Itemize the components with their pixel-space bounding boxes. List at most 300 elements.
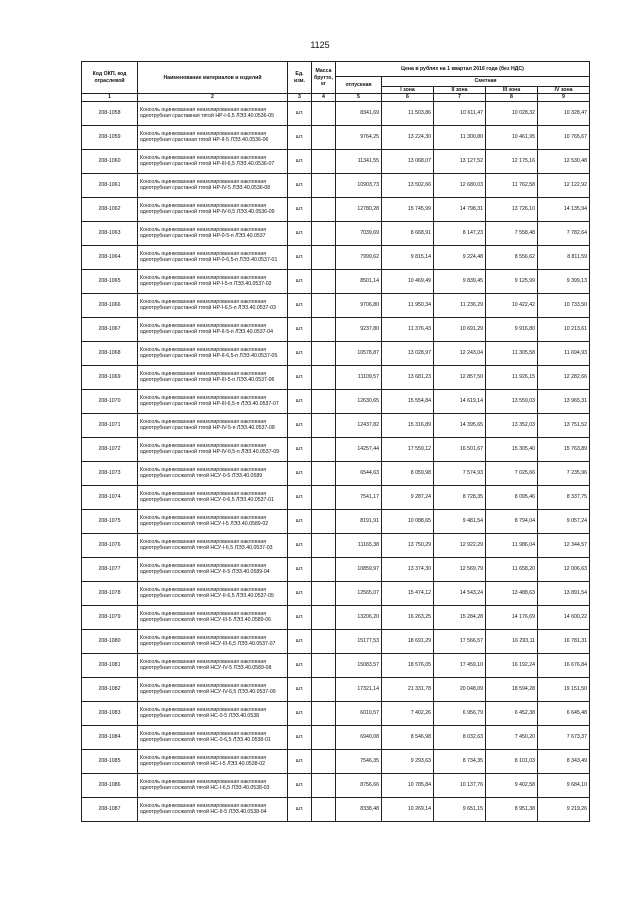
table-row (82, 221, 590, 245)
cell-mass (312, 629, 336, 653)
cell-unit: шт. (288, 293, 312, 317)
cell-name: Консоль оцинкованная неизолированная наклонная однотрубная срастаной тягой НР-III-5-п ЛЭЗ.40.0537-06 (138, 365, 288, 389)
cell-zone-4-price: 13 965,31 (538, 389, 590, 413)
cell-release-price: 10903,73 (336, 173, 382, 197)
table-row (82, 317, 590, 341)
cell-zone-3-price: 11 926,15 (486, 365, 538, 389)
cell-name: Консоль оцинкованная неизолированная наклонная однотрубная сосжатой тягой НСУ-III-5 ЛЭЗ.40.0589-06 (138, 605, 288, 629)
cell-mass (312, 485, 336, 509)
cell-code: 208-1078 (82, 581, 138, 605)
cell-name: Консоль оцинкованная неизолированная наклонная однотрубная срастаная тягой НР-II-5 ЛЭЗ.40.0536-06 (138, 125, 288, 149)
cell-zone-1-price: 15 745,99 (382, 197, 434, 221)
cell-zone-4-price: 8 811,59 (538, 245, 590, 269)
cell-zone-3-price: 7 558,48 (486, 221, 538, 245)
cell-zone-2-price: 10 611,47 (434, 101, 486, 125)
cell-release-price: 6940,08 (336, 725, 382, 749)
cell-zone-4-price: 8 337,75 (538, 485, 590, 509)
header-mass: Масса брутто, кг (312, 62, 336, 94)
cell-unit: шт. (288, 557, 312, 581)
cell-code: 208-1064 (82, 245, 138, 269)
cell-mass (312, 581, 336, 605)
table-row (82, 173, 590, 197)
cell-code: 208-1070 (82, 389, 138, 413)
cell-zone-4-price: 12 344,57 (538, 533, 590, 557)
cell-code: 208-1074 (82, 485, 138, 509)
cell-zone-2-price: 11 236,29 (434, 293, 486, 317)
cell-mass (312, 125, 336, 149)
cell-mass (312, 389, 336, 413)
cell-zone-4-price: 14 600,22 (538, 605, 590, 629)
table-row (82, 797, 590, 821)
cell-unit: шт. (288, 749, 312, 773)
cell-code: 208-1072 (82, 437, 138, 461)
cell-mass (312, 197, 336, 221)
cell-mass (312, 437, 336, 461)
cell-zone-1-price: 15 554,84 (382, 389, 434, 413)
cell-zone-2-price: 9 651,15 (434, 797, 486, 821)
cell-release-price: 11341,55 (336, 149, 382, 173)
cell-name: Консоль оцинкованная неизолированная наклонная однотрубная срастаной тягой НР-IV-6,5 ЛЭЗ.40.0536-09 (138, 197, 288, 221)
cell-zone-1-price: 9 815,14 (382, 245, 434, 269)
cell-zone-2-price: 12 857,50 (434, 365, 486, 389)
cell-zone-2-price: 16 501,67 (434, 437, 486, 461)
table-row (82, 149, 590, 173)
table-row (82, 629, 590, 653)
cell-zone-3-price: 16 293,11 (486, 629, 538, 653)
cell-zone-2-price: 17 566,57 (434, 629, 486, 653)
cell-name: Консоль оцинкованная неизолированная наклонная однотрубная сосжатой тягой НСУ-I-6,5 ЛЭЗ.40.0537-03 (138, 533, 288, 557)
cell-zone-1-price: 10 785,84 (382, 773, 434, 797)
cell-name: Консоль оцинкованная неизолированная наклонная однотрубная срастаной тягой НР-IV-6,5-п ЛЭЗ.40.0537-09 (138, 437, 288, 461)
cell-zone-1-price: 13 224,30 (382, 125, 434, 149)
cell-release-price: 9764,25 (336, 125, 382, 149)
cell-code: 208-1060 (82, 149, 138, 173)
cell-zone-4-price: 15 763,89 (538, 437, 590, 461)
cell-mass (312, 701, 336, 725)
cell-unit: шт. (288, 629, 312, 653)
cell-release-price: 6010,57 (336, 701, 382, 725)
cell-zone-3-price: 13 559,03 (486, 389, 538, 413)
cell-zone-4-price: 16 676,84 (538, 653, 590, 677)
header-zone-4: IV зона (538, 87, 590, 94)
cell-name: Консоль оцинкованная неизолированная наклонная однотрубная срастаной тягой НР-III-6,5-п ЛЭЗ.40.0537-07 (138, 389, 288, 413)
cell-name: Консоль оцинкованная неизолированная наклонная однотрубная сосжатой тягой НС-II-5 ЛЭЗ.40.0538-04 (138, 797, 288, 821)
cell-zone-3-price: 9 916,80 (486, 317, 538, 341)
cell-zone-1-price: 10 088,65 (382, 509, 434, 533)
cell-zone-2-price: 14 619,14 (434, 389, 486, 413)
cell-mass (312, 149, 336, 173)
cell-zone-3-price: 8 951,38 (486, 797, 538, 821)
cell-code: 208-1061 (82, 173, 138, 197)
cell-zone-2-price: 20 048,09 (434, 677, 486, 701)
column-number: 9 (538, 94, 590, 101)
cell-release-price: 8191,91 (336, 509, 382, 533)
cell-code: 208-1065 (82, 269, 138, 293)
cell-mass (312, 677, 336, 701)
cell-zone-3-price: 6 452,38 (486, 701, 538, 725)
header-zone-1: I зона (382, 87, 434, 94)
cell-zone-2-price: 12 680,03 (434, 173, 486, 197)
cell-name: Консоль оцинкованная неизолированная наклонная однотрубная срастаной тягой НР-II-5-п ЛЭЗ.40.0537-04 (138, 317, 288, 341)
cell-code: 208-1080 (82, 629, 138, 653)
cell-zone-1-price: 16 263,25 (382, 605, 434, 629)
cell-zone-3-price: 10 422,42 (486, 293, 538, 317)
cell-zone-2-price: 12 569,79 (434, 557, 486, 581)
cell-release-price: 8756,66 (336, 773, 382, 797)
cell-zone-2-price: 17 459,10 (434, 653, 486, 677)
cell-unit: шт. (288, 653, 312, 677)
cell-mass (312, 797, 336, 821)
cell-release-price: 13206,20 (336, 605, 382, 629)
cell-unit: шт. (288, 605, 312, 629)
cell-zone-4-price: 9 399,13 (538, 269, 590, 293)
cell-zone-2-price: 12 922,29 (434, 533, 486, 557)
cell-unit: шт. (288, 725, 312, 749)
cell-zone-3-price: 7 025,66 (486, 461, 538, 485)
cell-zone-4-price: 10 765,67 (538, 125, 590, 149)
cell-name: Консоль оцинкованная неизолированная наклонная однотрубная сосжатой тягой НС-I-6,5 ЛЭЗ.40.0538-03 (138, 773, 288, 797)
cell-zone-3-price: 8 095,46 (486, 485, 538, 509)
cell-zone-3-price: 14 176,69 (486, 605, 538, 629)
cell-zone-4-price: 10 213,61 (538, 317, 590, 341)
column-number: 6 (382, 94, 434, 101)
table-row (82, 197, 590, 221)
cell-mass (312, 317, 336, 341)
cell-mass (312, 749, 336, 773)
table-row (82, 677, 590, 701)
cell-release-price: 11165,38 (336, 533, 382, 557)
cell-mass (312, 293, 336, 317)
cell-zone-2-price: 9 481,54 (434, 509, 486, 533)
price-table (81, 61, 590, 822)
cell-code: 208-1076 (82, 533, 138, 557)
cell-release-price: 9237,80 (336, 317, 382, 341)
cell-unit: шт. (288, 485, 312, 509)
cell-mass (312, 773, 336, 797)
cell-zone-4-price: 13 751,52 (538, 413, 590, 437)
cell-release-price: 6544,63 (336, 461, 382, 485)
header-code: Код ОКП, код отраслевой (82, 62, 138, 94)
table-row (82, 581, 590, 605)
column-number: 3 (288, 94, 312, 101)
cell-zone-3-price: 18 594,28 (486, 677, 538, 701)
cell-zone-1-price: 11 950,34 (382, 293, 434, 317)
cell-zone-4-price: 9 684,10 (538, 773, 590, 797)
table-row (82, 509, 590, 533)
table-row (82, 749, 590, 773)
cell-mass (312, 725, 336, 749)
cell-unit: шт. (288, 341, 312, 365)
cell-zone-2-price: 8 147,23 (434, 221, 486, 245)
cell-name: Консоль оцинкованная неизолированная наклонная однотрубная сосжатой тягой НС-I-5 ЛЭЗ.40.0538-02 (138, 749, 288, 773)
cell-name: Консоль оцинкованная неизолированная наклонная однотрубная сосжатой тягой НСУ-IV-6,5 ЛЭЗ.40.0537-09 (138, 677, 288, 701)
column-number: 4 (312, 94, 336, 101)
cell-release-price: 7999,62 (336, 245, 382, 269)
cell-unit: шт. (288, 509, 312, 533)
cell-zone-2-price: 15 284,28 (434, 605, 486, 629)
cell-zone-3-price: 13 352,03 (486, 413, 538, 437)
table-row (82, 125, 590, 149)
cell-name: Консоль оцинкованная неизолированная наклонная однотрубная сосжатой тягой НСУ-II-6,5 ЛЭЗ.40.0537-05 (138, 581, 288, 605)
cell-name: Консоль оцинкованная неизолированная наклонная однотрубная сосжатой тягой НСУ-I-5 ЛЭЗ.40.0589-02 (138, 509, 288, 533)
cell-code: 208-1059 (82, 125, 138, 149)
cell-mass (312, 173, 336, 197)
cell-code: 208-1081 (82, 653, 138, 677)
cell-zone-2-price: 8 734,35 (434, 749, 486, 773)
cell-zone-1-price: 15 474,12 (382, 581, 434, 605)
cell-mass (312, 245, 336, 269)
cell-zone-2-price: 8 032,63 (434, 725, 486, 749)
cell-code: 208-1079 (82, 605, 138, 629)
cell-zone-3-price: 10 461,95 (486, 125, 538, 149)
cell-release-price: 7039,69 (336, 221, 382, 245)
cell-release-price: 10578,87 (336, 341, 382, 365)
cell-zone-4-price: 7 235,96 (538, 461, 590, 485)
cell-code: 208-1073 (82, 461, 138, 485)
table-row (82, 389, 590, 413)
cell-code: 208-1067 (82, 317, 138, 341)
cell-mass (312, 605, 336, 629)
table-body (82, 101, 590, 821)
cell-code: 208-1077 (82, 557, 138, 581)
cell-zone-3-price: 8 794,04 (486, 509, 538, 533)
header-zone-3: III зона (486, 87, 538, 94)
cell-name: Консоль оцинкованная неизолированная наклонная однотрубная срастаной тягой НР-0-5-п ЛЭЗ.40.0537 (138, 221, 288, 245)
cell-zone-3-price: 10 028,32 (486, 101, 538, 125)
cell-name: Консоль оцинкованная неизолированная наклонная однотрубная срастаной тягой НР-I-5-п ЛЭЗ.40.0537-02 (138, 269, 288, 293)
cell-code: 208-1066 (82, 293, 138, 317)
cell-zone-4-price: 19 151,50 (538, 677, 590, 701)
cell-zone-4-price: 10 328,47 (538, 101, 590, 125)
cell-zone-4-price: 12 530,48 (538, 149, 590, 173)
cell-mass (312, 533, 336, 557)
cell-release-price: 12565,07 (336, 581, 382, 605)
cell-unit: шт. (288, 245, 312, 269)
cell-zone-2-price: 11 300,80 (434, 125, 486, 149)
cell-zone-1-price: 7 402,26 (382, 701, 434, 725)
cell-zone-1-price: 18 576,05 (382, 653, 434, 677)
cell-release-price: 8341,69 (336, 101, 382, 125)
cell-zone-2-price: 7 574,93 (434, 461, 486, 485)
cell-zone-2-price: 8 728,35 (434, 485, 486, 509)
cell-zone-1-price: 13 681,23 (382, 365, 434, 389)
cell-zone-3-price: 11 986,04 (486, 533, 538, 557)
cell-code: 208-1063 (82, 221, 138, 245)
table-row (82, 365, 590, 389)
cell-code: 208-1069 (82, 365, 138, 389)
cell-zone-2-price: 10 691,29 (434, 317, 486, 341)
table-row (82, 461, 590, 485)
cell-zone-3-price: 9 402,58 (486, 773, 538, 797)
cell-mass (312, 461, 336, 485)
cell-zone-4-price: 12 006,63 (538, 557, 590, 581)
cell-name: Консоль оцинкованная неизолированная наклонная однотрубная сосжатой тягой НСУ-II-5 ЛЭЗ.40.0589-04 (138, 557, 288, 581)
cell-unit: шт. (288, 365, 312, 389)
cell-zone-1-price: 8 668,91 (382, 221, 434, 245)
table-row (82, 605, 590, 629)
table-row (82, 269, 590, 293)
table-row (82, 245, 590, 269)
cell-zone-4-price: 14 135,94 (538, 197, 590, 221)
cell-zone-2-price: 13 127,52 (434, 149, 486, 173)
cell-zone-4-price: 12 282,66 (538, 365, 590, 389)
cell-zone-4-price: 12 122,92 (538, 173, 590, 197)
cell-zone-2-price: 12 243,04 (434, 341, 486, 365)
cell-zone-1-price: 10 469,49 (382, 269, 434, 293)
table-row (82, 725, 590, 749)
cell-name: Консоль оцинкованная неизолированная наклонная однотрубная сосжатой тягой НСУ-0-5 ЛЭЗ.40.0589 (138, 461, 288, 485)
header-unit: Ед. изм. (288, 62, 312, 94)
table-row (82, 653, 590, 677)
cell-name: Консоль оцинкованная неизолированная наклонная однотрубная сосжатой тягой НСУ-0-6,5 ЛЭЗ.40.0537-01 (138, 485, 288, 509)
cell-release-price: 8338,48 (336, 797, 382, 821)
cell-zone-3-price: 8 556,62 (486, 245, 538, 269)
table-row (82, 101, 590, 125)
cell-zone-4-price: 16 781,31 (538, 629, 590, 653)
cell-release-price: 8501,14 (336, 269, 382, 293)
cell-zone-1-price: 15 316,89 (382, 413, 434, 437)
cell-code: 208-1068 (82, 341, 138, 365)
cell-unit: шт. (288, 677, 312, 701)
cell-zone-1-price: 21 331,78 (382, 677, 434, 701)
cell-zone-4-price: 9 219,26 (538, 797, 590, 821)
column-number: 8 (486, 94, 538, 101)
table-row (82, 701, 590, 725)
page-number: 1125 (310, 40, 330, 50)
column-number: 5 (336, 94, 382, 101)
cell-zone-1-price: 13 502,66 (382, 173, 434, 197)
cell-name: Консоль оцинкованная неизолированная наклонная однотрубная срастаной тягой НР-III-6,5 ЛЭЗ.40.0536-07 (138, 149, 288, 173)
table-row (82, 413, 590, 437)
cell-zone-4-price: 6 645,48 (538, 701, 590, 725)
cell-unit: шт. (288, 221, 312, 245)
cell-code: 208-1084 (82, 725, 138, 749)
cell-mass (312, 221, 336, 245)
header-price-group: Цена в рублях на 1 квартал 2016 года (без НДС) (336, 62, 590, 77)
cell-name: Консоль оцинкованная неизолированная наклонная однотрубная сосжатой тягой НС-0-5 ЛЭЗ.40.0538 (138, 701, 288, 725)
cell-name: Консоль оцинкованная неизолированная наклонная однотрубная сраставная тягой НР-I-6,5 ЛЭЗ.40.0536-05 (138, 101, 288, 125)
cell-mass (312, 509, 336, 533)
header-release-price: отпускная (336, 77, 382, 94)
cell-release-price: 7546,35 (336, 749, 382, 773)
column-numbers-row (82, 94, 590, 101)
cell-code: 208-1075 (82, 509, 138, 533)
cell-zone-2-price: 14 543,24 (434, 581, 486, 605)
cell-zone-4-price: 10 733,50 (538, 293, 590, 317)
cell-release-price: 10859,97 (336, 557, 382, 581)
cell-zone-4-price: 11 694,93 (538, 341, 590, 365)
cell-release-price: 15177,53 (336, 629, 382, 653)
cell-code: 208-1071 (82, 413, 138, 437)
cell-zone-4-price: 13 891,54 (538, 581, 590, 605)
cell-zone-4-price: 8 343,49 (538, 749, 590, 773)
cell-code: 208-1086 (82, 773, 138, 797)
cell-zone-2-price: 10 137,76 (434, 773, 486, 797)
cell-mass (312, 413, 336, 437)
cell-mass (312, 341, 336, 365)
cell-zone-4-price: 9 057,24 (538, 509, 590, 533)
cell-release-price: 15083,57 (336, 653, 382, 677)
cell-unit: шт. (288, 173, 312, 197)
cell-name: Консоль оцинкованная неизолированная наклонная однотрубная сосжатой тягой НСУ-III-6,5 ЛЭЗ.40.0537-07 (138, 629, 288, 653)
table-row (82, 773, 590, 797)
cell-name: Консоль оцинкованная неизолированная наклонная однотрубная сосжатой тягой НСУ-IV-5 ЛЭЗ.40.0589-08 (138, 653, 288, 677)
cell-unit: шт. (288, 125, 312, 149)
cell-code: 208-1085 (82, 749, 138, 773)
cell-zone-3-price: 8 101,03 (486, 749, 538, 773)
cell-release-price: 12630,65 (336, 389, 382, 413)
cell-zone-2-price: 14 798,31 (434, 197, 486, 221)
table-row (82, 341, 590, 365)
cell-zone-4-price: 7 673,37 (538, 725, 590, 749)
cell-zone-1-price: 11 503,86 (382, 101, 434, 125)
cell-zone-3-price: 13 488,63 (486, 581, 538, 605)
cell-zone-3-price: 11 658,20 (486, 557, 538, 581)
table-row (82, 293, 590, 317)
cell-name: Консоль оцинкованная неизолированная наклонная однотрубная сосжатой тягой НС-0-6,5 ЛЭЗ.40.0538-01 (138, 725, 288, 749)
cell-zone-3-price: 9 125,99 (486, 269, 538, 293)
table-header (82, 62, 590, 102)
cell-zone-1-price: 9 293,63 (382, 749, 434, 773)
header-estimate-price: Сметная (382, 77, 590, 87)
header-zone-2: II зона (434, 87, 486, 94)
cell-zone-3-price: 16 192,24 (486, 653, 538, 677)
cell-zone-2-price: 9 224,48 (434, 245, 486, 269)
cell-zone-3-price: 7 450,20 (486, 725, 538, 749)
table-row (82, 557, 590, 581)
cell-code: 208-1082 (82, 677, 138, 701)
cell-zone-3-price: 15 305,40 (486, 437, 538, 461)
cell-zone-1-price: 13 028,97 (382, 341, 434, 365)
cell-zone-1-price: 9 287,24 (382, 485, 434, 509)
cell-zone-1-price: 13 750,29 (382, 533, 434, 557)
cell-zone-3-price: 13 726,10 (486, 197, 538, 221)
cell-unit: шт. (288, 317, 312, 341)
table-row (82, 533, 590, 557)
cell-unit: шт. (288, 149, 312, 173)
cell-zone-1-price: 10 269,14 (382, 797, 434, 821)
cell-code: 208-1087 (82, 797, 138, 821)
cell-release-price: 12780,28 (336, 197, 382, 221)
cell-code: 208-1062 (82, 197, 138, 221)
cell-release-price: 14257,44 (336, 437, 382, 461)
cell-unit: шт. (288, 269, 312, 293)
cell-zone-1-price: 13 374,30 (382, 557, 434, 581)
cell-unit: шт. (288, 773, 312, 797)
cell-zone-1-price: 11 376,43 (382, 317, 434, 341)
cell-name: Консоль оцинкованная неизолированная наклонная однотрубная срастаной тягой НР-IV-5-п ЛЭЗ.40.0537-08 (138, 413, 288, 437)
cell-zone-1-price: 8 059,98 (382, 461, 434, 485)
cell-unit: шт. (288, 197, 312, 221)
cell-zone-2-price: 6 956,79 (434, 701, 486, 725)
table-row (82, 485, 590, 509)
cell-code: 208-1058 (82, 101, 138, 125)
cell-release-price: 11109,57 (336, 365, 382, 389)
cell-unit: шт. (288, 701, 312, 725)
cell-release-price: 7541,17 (336, 485, 382, 509)
cell-zone-3-price: 11 762,58 (486, 173, 538, 197)
column-number: 1 (82, 94, 138, 101)
cell-release-price: 12437,82 (336, 413, 382, 437)
cell-zone-2-price: 9 839,45 (434, 269, 486, 293)
cell-code: 208-1083 (82, 701, 138, 725)
cell-name: Консоль оцинкованная неизолированная наклонная однотрубная срастаной тягой НР-IV-5 ЛЭЗ.40.0536-08 (138, 173, 288, 197)
cell-mass (312, 365, 336, 389)
table-row (82, 437, 590, 461)
cell-zone-1-price: 13 068,07 (382, 149, 434, 173)
cell-mass (312, 557, 336, 581)
cell-zone-1-price: 8 546,98 (382, 725, 434, 749)
